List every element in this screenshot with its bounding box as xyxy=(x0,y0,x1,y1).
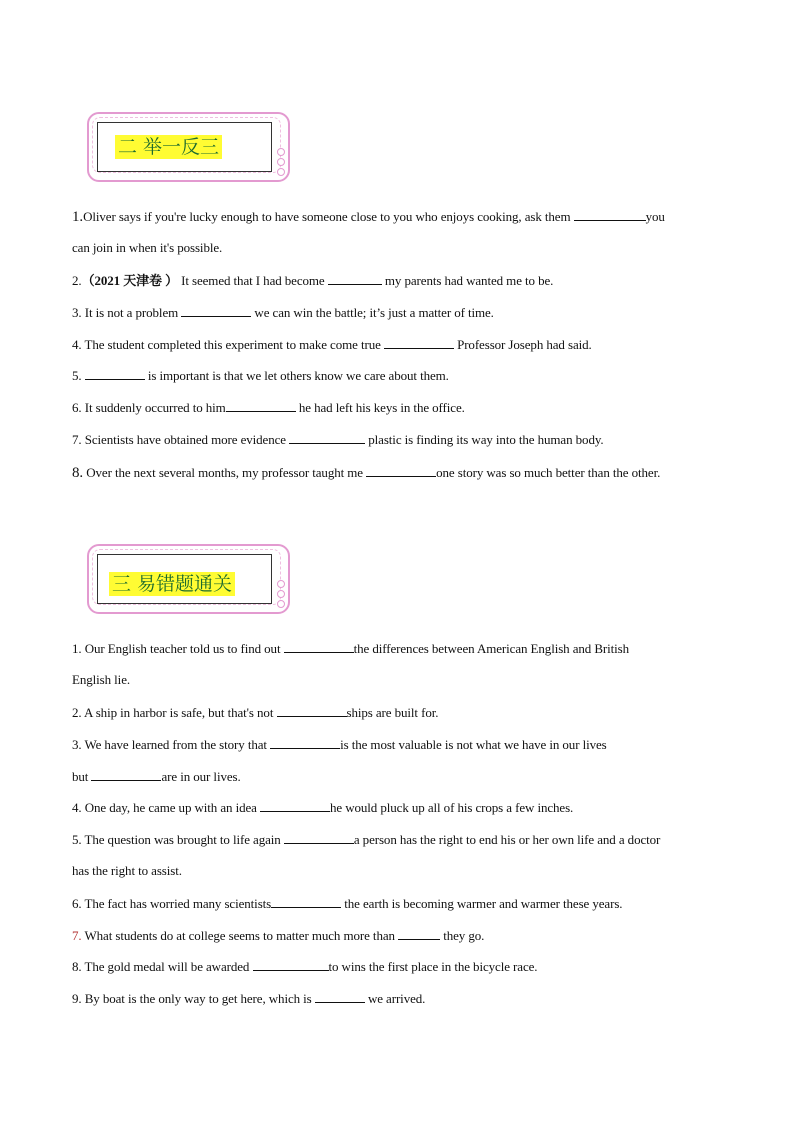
question-3-3: 3. We have learned from the story that is the most valuable is not what we have in our lives xyxy=(72,737,607,752)
question-3-2: 2. A ship in harbor is safe, but that's not ships are built for. xyxy=(72,705,439,720)
answer-blank[interactable] xyxy=(277,704,347,717)
question-3-9: 9. By boat is the only way to get here, which is we arrived. xyxy=(72,991,426,1006)
question-3-1-cont: English lie. xyxy=(72,672,131,687)
heart-deco-icon xyxy=(277,158,285,166)
question-2-2: 2.（2021 天津卷 ） It seemed that I had become my parents had wanted me to be. xyxy=(72,273,554,288)
question-3-5: 5. The question was brought to life again a person has the right to end his or her own life and a doctor xyxy=(72,832,661,847)
answer-blank[interactable] xyxy=(398,927,440,940)
section-title: 三 易错题通关 xyxy=(109,572,235,596)
question-3-1: 1. Our English teacher told us to find out the differences between American English and British xyxy=(72,641,630,656)
answer-blank[interactable] xyxy=(226,399,296,412)
question-2-5: 5. is important is that we let others know we care about them. xyxy=(72,368,449,383)
question-2-6: 6. It suddenly occurred to him he had left his keys in the office. xyxy=(72,400,465,415)
section-header-3 xyxy=(87,544,290,614)
answer-blank[interactable] xyxy=(384,336,454,349)
answer-blank[interactable] xyxy=(271,895,341,908)
answer-blank[interactable] xyxy=(85,367,145,380)
question-3-6: 6. The fact has worried many scientists the earth is becoming warmer and warmer these years. xyxy=(72,896,623,911)
answer-blank[interactable] xyxy=(315,990,365,1003)
answer-blank[interactable] xyxy=(253,958,329,971)
section-title: 二 举一反三 xyxy=(115,135,222,159)
question-3-3-cont: but are in our lives. xyxy=(72,769,241,784)
answer-blank[interactable] xyxy=(284,640,354,653)
section-header-2 xyxy=(87,112,290,182)
source-tag: （2021 天津卷 ） xyxy=(81,273,178,288)
question-2-8: 8. Over the next several months, my professor taught me one story was so much better than the other. xyxy=(72,465,661,481)
heart-deco-icon xyxy=(277,590,285,598)
answer-blank[interactable] xyxy=(366,464,436,477)
answer-blank[interactable] xyxy=(289,431,365,444)
question-2-4: 4. The student completed this experiment to make come true Professor Joseph had said. xyxy=(72,337,592,352)
answer-blank[interactable] xyxy=(260,799,330,812)
answer-blank[interactable] xyxy=(574,208,646,221)
answer-blank[interactable] xyxy=(328,272,382,285)
question-3-8: 8. The gold medal will be awarded to wins the first place in the bicycle race. xyxy=(72,959,538,974)
question-2-7: 7. Scientists have obtained more evidence plastic is finding its way into the human body. xyxy=(72,432,604,447)
answer-blank[interactable] xyxy=(270,736,340,749)
question-3-4: 4. One day, he came up with an idea he would pluck up all of his crops a few inches. xyxy=(72,800,574,815)
heart-deco-icon xyxy=(277,148,285,156)
answer-blank[interactable] xyxy=(284,831,354,844)
question-3-7: 7. What students do at college seems to matter much more than they go. xyxy=(72,928,485,943)
question-2-1: 1.Oliver says if you're lucky enough to have someone close to you who enjoys cooking, ask them you xyxy=(72,209,665,225)
heart-deco-icon xyxy=(277,168,285,176)
heart-deco-icon xyxy=(277,580,285,588)
question-2-3: 3. It is not a problem we can win the battle; it’s just a matter of time. xyxy=(72,305,494,320)
heart-deco-icon xyxy=(277,600,285,608)
answer-blank[interactable] xyxy=(91,768,161,781)
question-2-1-cont: can join in when it's possible. xyxy=(72,240,223,255)
question-3-5-cont: has the right to assist. xyxy=(72,863,182,878)
answer-blank[interactable] xyxy=(181,304,251,317)
